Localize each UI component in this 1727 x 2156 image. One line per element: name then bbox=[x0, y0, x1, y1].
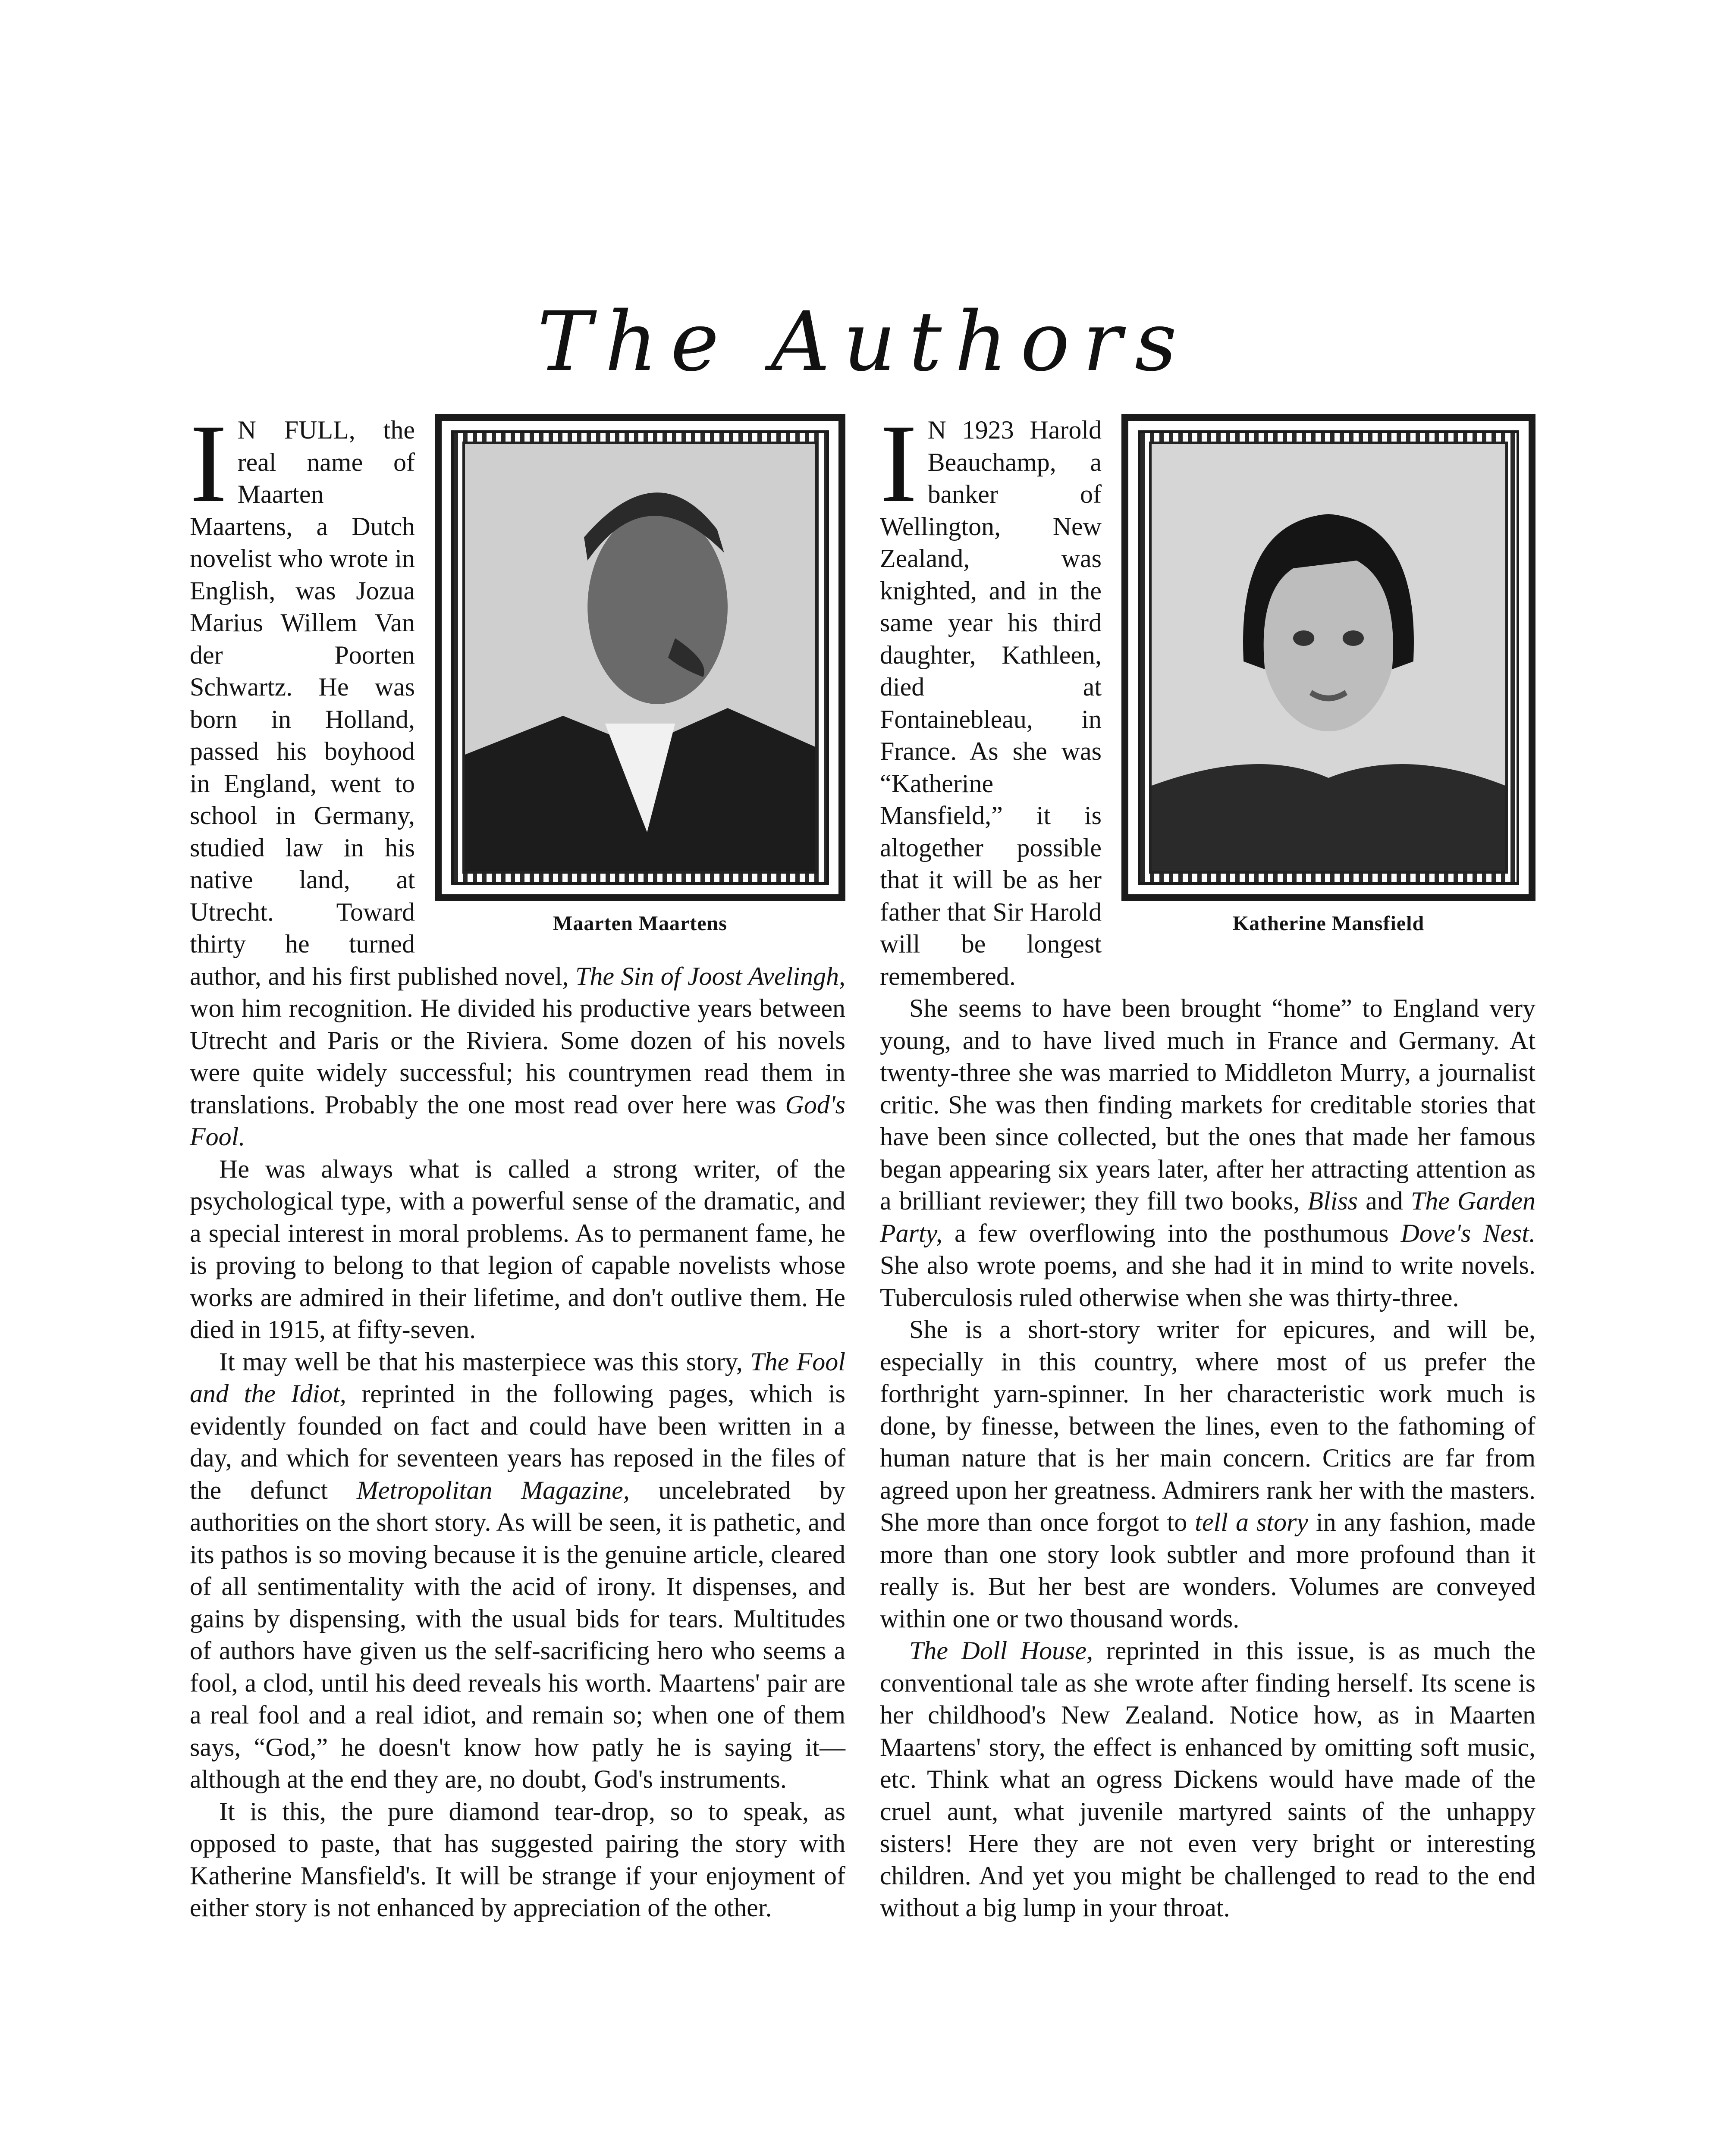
paragraph-text: N 1923 Harold Beauchamp, a banker of Wellington, New Zealand, was knighted, and in the same year his third daughter, Kathleen, died at Fontainebleau, in France. As she was “Katherine Mansfield,” it is altogether possible that it will be as her father that Sir Harold will be longest remembered. bbox=[880, 416, 1102, 990]
paragraph-text: and bbox=[1358, 1187, 1411, 1215]
portrait-photo-woman-icon bbox=[1149, 442, 1508, 874]
story-title: The Doll House, bbox=[909, 1636, 1093, 1665]
portrait-photo-man-icon bbox=[462, 442, 818, 874]
portrait-katherine-mansfield bbox=[1121, 414, 1535, 936]
paragraph: He was always what is called a strong writer, of the psychological type, with a powerful sense of the dramatic, and a special interest in moral problems. As to permanent fame, he is proving to belong to that legion of capable novelists whose works are admired in their lifetime, and don't outlive them. He died in 1915, at fifty-seven. bbox=[190, 1154, 845, 1344]
drop-cap: I bbox=[190, 401, 227, 526]
book-title: Bliss bbox=[1307, 1187, 1358, 1215]
paragraph bbox=[190, 1346, 845, 1796]
paragraph bbox=[880, 1313, 1535, 1635]
paragraph: It is this, the pure diamond tear-drop, so to speak, as opposed to paste, that has suggested pairing the story with Katherine Mansfield's. It will be strange if your enjoyment of either story is not enhanced by appreciation of the other. bbox=[190, 1797, 845, 1922]
paragraph-text: won him recognition. He divided his productive years between Utrecht and Paris or the Riviera. Some dozen of his novels were quite widely successful; his countrymen read them in translations. Probably the one most read over here was bbox=[190, 994, 845, 1119]
right-column bbox=[880, 401, 1536, 1924]
paragraph-text: uncelebrated by authorities on the short story. As will be seen, it is pathetic, and its pathos is so moving because it is the genuine article, cleared of all sentimentality with the acid of irony. It dispenses, and gains by dispensing, with the usual bids for tears. Multitudes of authors have given us the self-sacrificing hero who seems a fool, a clod, until his deed reveals his worth. Maartens' pair are a real fool and a real idiot, and remain so; when one of them says, “God,” he doesn't know how patly he is saying it—although at the end they are, no doubt, God's instruments. bbox=[190, 1476, 846, 1793]
paragraph-text: She seems to have been brought “home” to England very young, and to have lived much in France and Germany. At twenty-three she was married to Middleton Murry, a journalist critic. She was then finding markets for creditable stories that have been since collected, but the ones that made her famous began appearing six years later, after her attracting attention as a brilliant reviewer; they fill two books, bbox=[880, 994, 1535, 1215]
portrait-caption: Katherine Mansfield bbox=[1232, 912, 1425, 935]
magazine-title: Metropolitan Magazine, bbox=[356, 1476, 630, 1504]
paragraph-text: She is a short-story writer for epicures, and will be, especially in this country, where most of us prefer the forthright yarn-spinner. In her characteristic work much is done, by finesse, between the lines, even to the fathoming of human nature that is her main concern. Critics are far from agreed upon her greatness. Admirers rank her with the masters. She more than once forgot to bbox=[880, 1315, 1535, 1536]
greek-key-border bbox=[1138, 430, 1519, 885]
portrait-maarten-maartens bbox=[435, 414, 845, 936]
story-title: The Fool and the Idiot, bbox=[190, 1347, 845, 1408]
page-title: The Authors bbox=[537, 294, 1190, 390]
portrait-caption: Maarten Maartens bbox=[553, 912, 727, 935]
paragraph-text: reprinted in the following pages, which is evidently founded on fact and could have been written in a day, and which for seventeen years has reposed in the files of the defunct bbox=[190, 1379, 845, 1504]
paragraph-text: a few overflowing into the posthumous bbox=[942, 1219, 1401, 1247]
paragraph-text: It may well be that his masterpiece was this story, bbox=[219, 1347, 750, 1376]
book-title: The Garden Party, bbox=[880, 1187, 1535, 1247]
paragraph bbox=[880, 992, 1535, 1313]
ornamental-frame bbox=[435, 414, 845, 901]
paragraph-text: reprinted in this issue, is as much the conventional tale as she wrote after finding herself. Its scene is her childhood's New Zealand. Notice how, as in Maarten Maartens' story, the effect is enhanced by omitting soft music, etc. Think what an ogress Dickens would have made of the cruel aunt, what juvenile martyred saints of the unhappy sisters! Here they are not even very bright or interesting children. And yet you might be challenged to read to the end without a big lump in your throat. bbox=[880, 1636, 1535, 1922]
left-column bbox=[190, 401, 846, 1924]
book-title: God's Fool. bbox=[190, 1090, 845, 1151]
paragraph-text: in any fashion, made more than one story look subtler and more profound than it really is. But her best are wonders. Volumes are conveyed within one or two thousand words. bbox=[880, 1508, 1536, 1633]
paragraph bbox=[880, 1635, 1535, 1924]
greek-key-border bbox=[451, 430, 829, 885]
drop-cap: I bbox=[880, 401, 917, 526]
book-title: Dove's Nest. bbox=[1400, 1219, 1535, 1247]
book-title: The Sin of Joost Avelingh, bbox=[575, 962, 845, 990]
emphasis: tell a story bbox=[1195, 1508, 1308, 1536]
ornamental-frame bbox=[1121, 414, 1535, 901]
paragraph-text: N FULL, the real name of Maarten Maartens, a Dutch novelist who wrote in English, was Jozua Marius Willem Van der Poorten Schwartz. He was born in Holland, passed his boyhood in England, went to school in Germany, studied law in his native land, at Utrecht. Toward thirty he turned author, and his first published novel, bbox=[190, 416, 575, 990]
paragraph-text: She also wrote poems, and she had it in mind to write novels. Tuberculosis ruled otherwise when she was thirty-three. bbox=[880, 1251, 1535, 1312]
